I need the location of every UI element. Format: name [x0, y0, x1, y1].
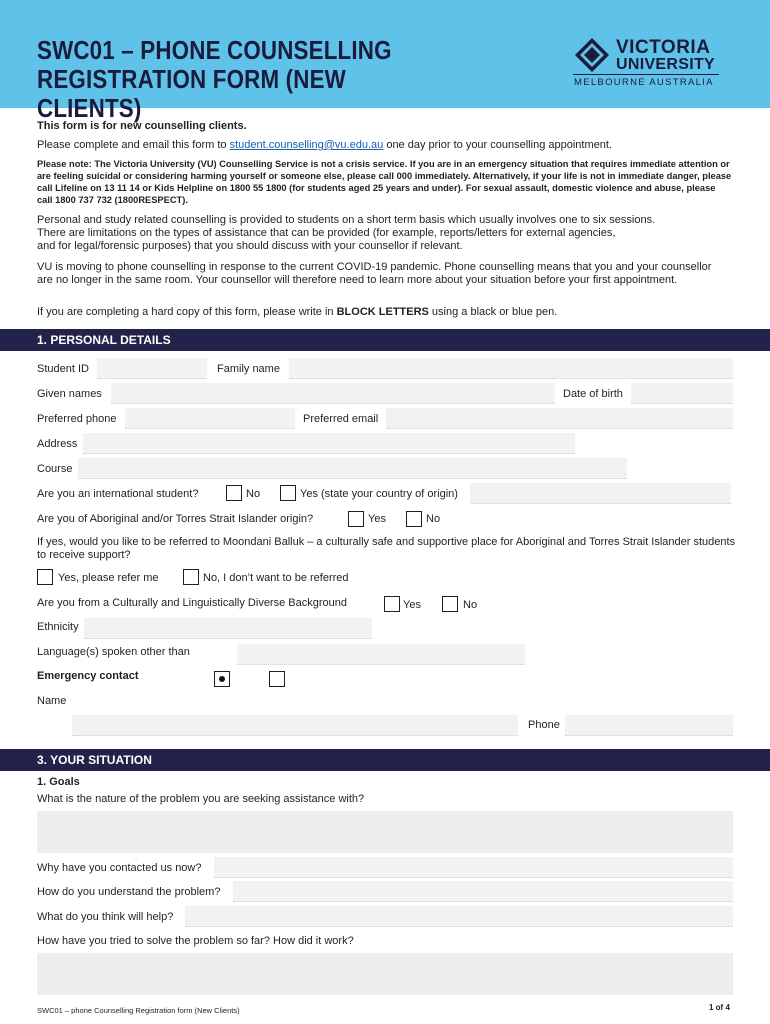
- international-no-label: No: [246, 488, 261, 500]
- aboriginal-no-label: No: [426, 513, 441, 525]
- given-names-field[interactable]: [111, 383, 555, 404]
- counselling-email-link[interactable]: student.counselling@vu.edu.au: [229, 139, 384, 151]
- vu-logo-icon: [574, 37, 610, 73]
- emergency-contact-checkbox-empty[interactable]: [269, 671, 285, 687]
- hardcopy-line: [37, 306, 557, 319]
- logo-victoria: VICTORIA: [616, 37, 711, 58]
- why-field[interactable]: [214, 857, 733, 878]
- footer-page-number: 1 of 4: [709, 1003, 730, 1012]
- given-names-label: Given names: [37, 388, 102, 400]
- logo-melbourne: MELBOURNE AUSTRALIA: [574, 77, 714, 88]
- emergency-contact-checkbox-checked[interactable]: [214, 671, 230, 687]
- crisis-note: Please note: The Victoria University (VU) Counselling Service is not a crisis service. If you are in an emergency situation that requires immediate attention or are feeling suicidal or considering harming yourself or someone else, please call 000 immediately. Alternatively, if your life is not in immediate danger, please call Lifeline on 13 11 14 or Kids Helpline on 1800 55 1800 (for students aged 25 years and under). For sexual assault, domestic violence and abuse, please call 1800 737 732 (1800RESPECT).: [37, 159, 732, 205]
- international-yes-checkbox[interactable]: [280, 485, 296, 501]
- cald-no-checkbox[interactable]: [442, 596, 458, 612]
- cald-question: Are you from a Culturally and Linguistically Diverse Background: [37, 597, 347, 609]
- family-name-label: Family name: [217, 363, 280, 375]
- personal-line-3: and for legal/forensic purposes) that you should discuss with your counsellor if relevant.: [37, 240, 463, 252]
- form-title-line1: SWC01 – PHONE COUNSELLING: [37, 35, 392, 65]
- refer-yes-label: Yes, please refer me: [58, 572, 159, 584]
- family-name-field[interactable]: [289, 358, 733, 379]
- tried-question: How have you tried to solve the problem so far? How did it work?: [37, 935, 354, 947]
- name-label: Name: [37, 695, 67, 707]
- personal-line-2: There are limitations on the types of assistance that can be provided (for example, reports/letters for external agencies,: [37, 227, 616, 239]
- refer-yes-checkbox[interactable]: [37, 569, 53, 585]
- languages-field[interactable]: [237, 644, 525, 665]
- hardcopy-bold: BLOCK LETTERS: [336, 306, 429, 318]
- hardcopy-pre: If you are completing a hard copy of this form, please write in: [37, 306, 337, 318]
- logo-divider: [573, 74, 719, 75]
- student-id-label: Student ID: [37, 363, 89, 375]
- preferred-phone-field[interactable]: [125, 408, 295, 429]
- phone-label: Phone: [528, 719, 560, 731]
- refer-no-checkbox[interactable]: [183, 569, 199, 585]
- ethnicity-label: Ethnicity: [37, 621, 79, 633]
- goals-heading: 1. Goals: [37, 776, 80, 788]
- section-your-situation: [0, 749, 770, 771]
- course-label: Course: [37, 463, 73, 475]
- covid-paragraph: VU is moving to phone counselling in response to the current COVID-19 pandemic. Phone counselling means that you and your counsellor are no longer in the same room. Your counsellor will therefore need to learn more about your situation before your first appointment.: [37, 261, 712, 286]
- address-field[interactable]: [83, 433, 575, 454]
- intro-new-clients: This form is for new counselling clients.: [37, 120, 247, 132]
- date-of-birth-field[interactable]: [631, 383, 733, 404]
- footer-form-name: SWC01 – phone Counselling Registration form (New Clients): [37, 1006, 240, 1015]
- cald-yes-checkbox[interactable]: [384, 596, 400, 612]
- personal-line-1: Personal and study related counselling is provided to students on a short term basis which usually involves one to six sessions.: [37, 214, 656, 226]
- section-personal-details: [0, 329, 770, 351]
- emergency-contact-label: Emergency contact: [37, 670, 139, 682]
- aboriginal-question: Are you of Aboriginal and/or Torres Strait Islander origin?: [37, 513, 314, 525]
- country-of-origin-field[interactable]: [470, 483, 731, 504]
- moondani-question: If yes, would you like to be referred to Moondani Balluk – a culturally safe and supportive place for Aboriginal and Torres Strait Islander students to receive support?: [37, 536, 736, 561]
- nature-question: What is the nature of the problem you are seeking assistance with?: [37, 793, 365, 805]
- why-question: Why have you contacted us now?: [37, 862, 202, 874]
- header-banner: [0, 0, 770, 123]
- preferred-phone-label: Preferred phone: [37, 413, 117, 425]
- understand-question: How do you understand the problem?: [37, 886, 221, 898]
- logo-university: UNIVERSITY: [616, 56, 716, 73]
- form-title: [37, 36, 433, 123]
- cald-yes-label: Yes: [403, 599, 421, 611]
- intro-email-post: one day prior to your counselling appointment.: [383, 139, 612, 151]
- international-no-checkbox[interactable]: [226, 485, 242, 501]
- international-yes-label: Yes (state your country of origin): [300, 488, 458, 500]
- help-field[interactable]: [185, 906, 733, 927]
- understand-field[interactable]: [233, 881, 733, 902]
- date-of-birth-label: Date of birth: [563, 388, 623, 400]
- tried-answer-area[interactable]: [37, 953, 733, 995]
- intro-email-line: [37, 139, 612, 152]
- emergency-name-field[interactable]: [72, 715, 518, 736]
- preferred-email-field[interactable]: [386, 408, 733, 429]
- address-label: Address: [37, 438, 78, 450]
- emergency-phone-field[interactable]: [565, 715, 733, 736]
- international-question: Are you an international student?: [37, 488, 199, 500]
- aboriginal-no-checkbox[interactable]: [406, 511, 422, 527]
- section-your-situation-heading: 3. YOUR SITUATION: [37, 753, 152, 767]
- languages-label: Language(s) spoken other than: [37, 646, 190, 658]
- aboriginal-yes-checkbox[interactable]: [348, 511, 364, 527]
- help-question: What do you think will help?: [37, 911, 174, 923]
- section-personal-details-heading: 1. PERSONAL DETAILS: [37, 333, 171, 347]
- nature-answer-area[interactable]: [37, 811, 733, 853]
- aboriginal-yes-label: Yes: [368, 513, 386, 525]
- intro-email-pre: Please complete and email this form to: [37, 139, 230, 151]
- student-id-field[interactable]: [97, 358, 207, 379]
- refer-no-label: No, I don’t want to be referred: [203, 572, 349, 584]
- cald-no-label: No: [463, 599, 478, 611]
- preferred-email-label: Preferred email: [303, 413, 379, 425]
- hardcopy-post: using a black or blue pen.: [428, 306, 558, 318]
- course-field[interactable]: [78, 458, 627, 479]
- ethnicity-field[interactable]: [84, 618, 372, 639]
- form-title-line2: REGISTRATION FORM (NEW CLIENTS): [37, 64, 346, 123]
